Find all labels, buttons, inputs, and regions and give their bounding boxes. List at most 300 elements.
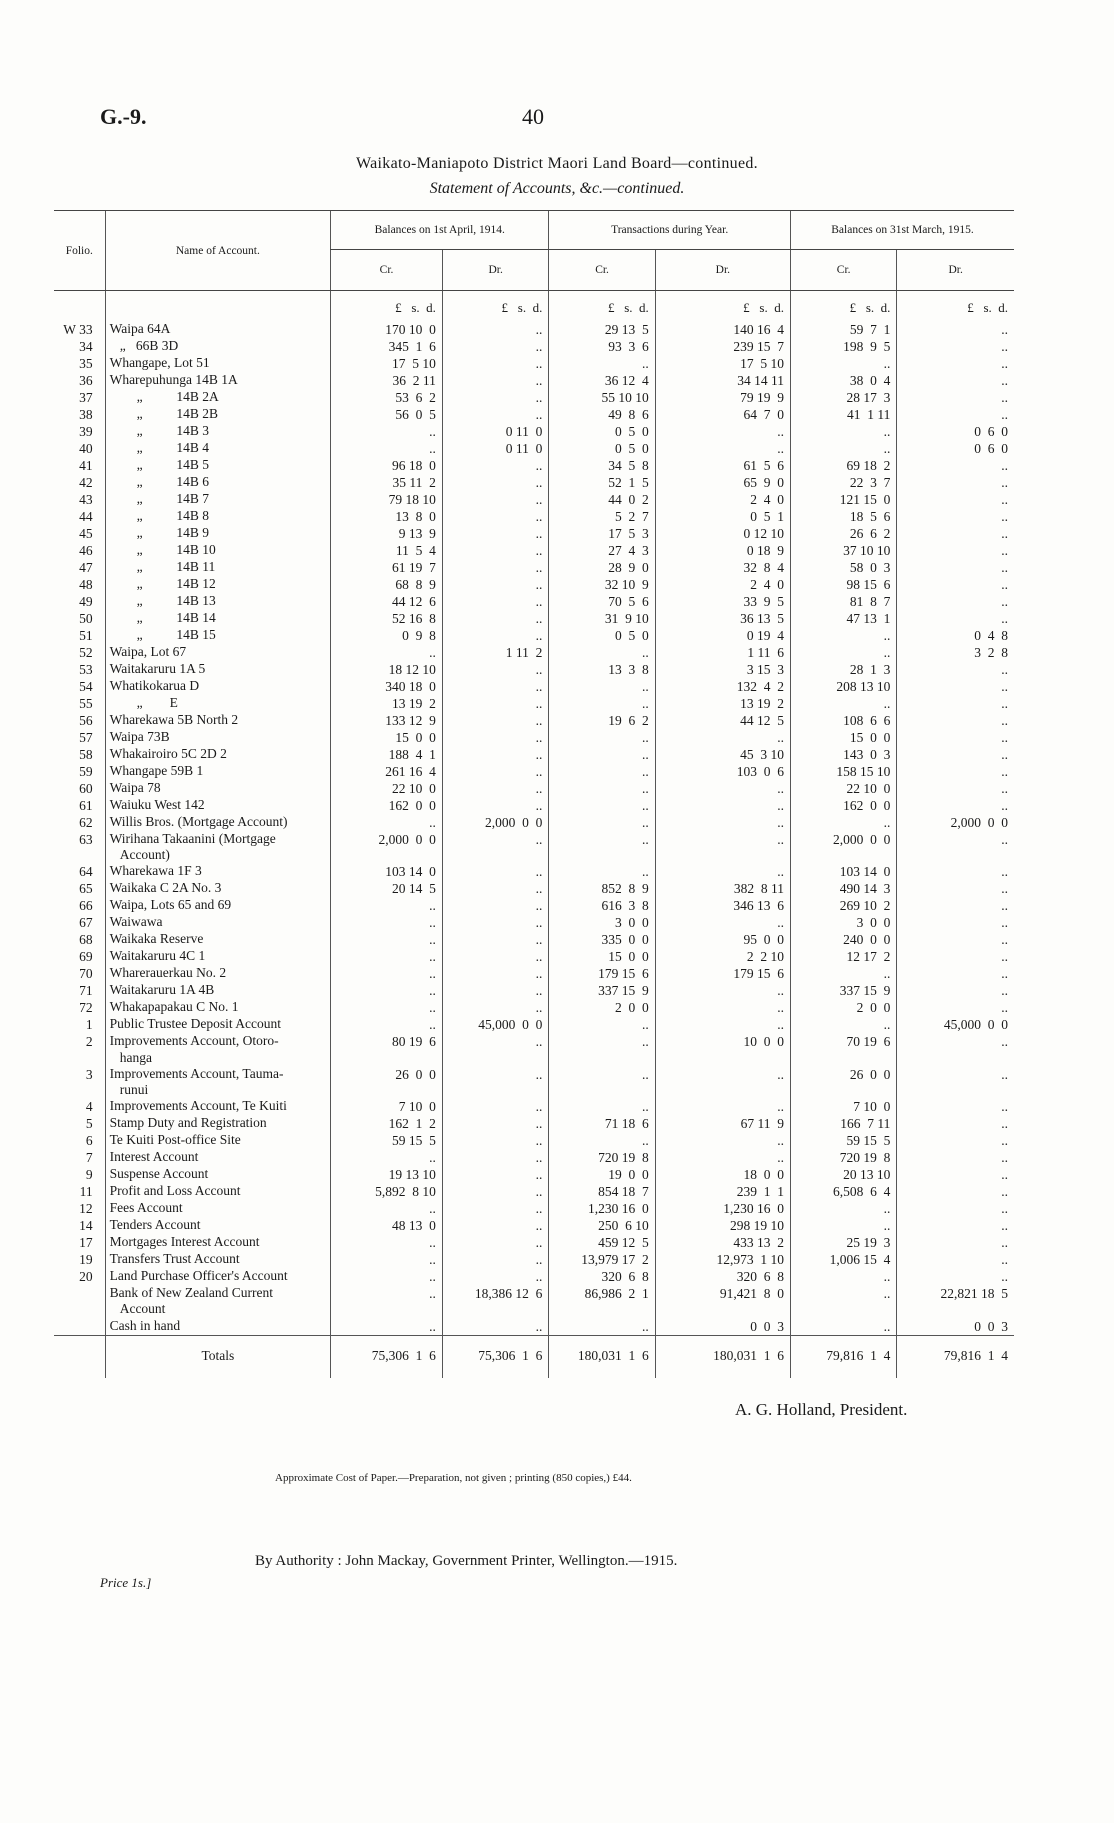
closing-dr-cell: 2,000 0 0 [897,814,1014,831]
folio-cell: 52 [79,645,93,660]
folio-cell: 46 [79,543,93,558]
closing-dr-cell: 0 6 0 [897,440,1014,457]
transactions-dr-cell: 1,230 16 0 [655,1200,790,1217]
cost-note: Approximate Cost of Paper.—Preparation, not given ; printing (850 copies,) £44. [275,1472,632,1484]
table-row [54,1066,1014,1098]
account-name-cell: Waipa 64A [105,321,331,338]
transactions-dr-cell: 0 19 4 [655,627,790,644]
closing-cr-cell: 22 10 0 [790,780,896,797]
account-name-cell: Stamp Duty and Registration [105,1115,331,1132]
table-row [54,644,1014,661]
opening-dr-cell: 2,000 0 0 [442,814,548,831]
price-note: Price 1s.] [100,1575,152,1590]
opening-dr-cell: .. [442,1234,548,1251]
opening-dr-cell: .. [442,627,548,644]
folio-cell: 66 [79,898,93,914]
transactions-cr-cell: 17 5 3 [549,525,655,542]
opening-cr-cell: 48 13 0 [331,1217,443,1234]
opening-dr-cell: .. [442,593,548,610]
folio-cell: 45 [79,526,93,541]
closing-cr-cell: 108 6 6 [790,712,896,729]
opening-cr-cell: .. [331,1234,443,1251]
opening-cr-cell: 35 11 2 [331,474,443,491]
closing-dr-cell: .. [897,863,1014,880]
folio-cell: 41 [79,458,93,473]
account-name-cell: „ 14B 2A [105,389,331,406]
folio-cell: 49 [79,594,93,609]
account-name-cell: Cash in hand [105,1318,331,1336]
folio-cell: 63 [79,832,93,847]
folio-cell: 11 [79,1184,93,1200]
folio-cell: 70 [79,966,93,982]
table-row [54,982,1014,999]
table-row [54,1217,1014,1234]
folio-cell [54,1285,105,1317]
table-row [54,610,1014,627]
closing-cr-cell: 59 15 5 [790,1132,896,1149]
opening-cr-cell: .. [331,814,443,831]
closing-dr-cell: .. [897,1149,1014,1166]
opening-cr-cell: .. [331,1318,443,1336]
table-row [54,914,1014,931]
folio-cell: 20 [79,1269,93,1285]
closing-dr-header: Dr. [897,250,1014,291]
transactions-dr-cell: 65 9 0 [655,474,790,491]
closing-dr-cell: .. [897,406,1014,423]
closing-dr-cell: .. [897,321,1014,338]
opening-cr-cell: 20 14 5 [331,880,443,897]
opening-cr-cell: .. [331,965,443,982]
opening-cr-cell: 68 8 9 [331,576,443,593]
opening-cr-cell: 345 1 6 [331,338,443,355]
transactions-dr-cell: 239 1 1 [655,1183,790,1200]
transactions-cr-cell: 2 0 0 [549,999,655,1016]
opening-dr-header: Dr. [442,250,548,291]
closing-dr-cell: .. [897,1200,1014,1217]
account-name-cell: Waiuku West 142 [105,797,331,814]
closing-cr-cell: 38 0 4 [790,372,896,389]
account-name-cell: Wharepuhunga 14B 1A [105,372,331,389]
folio-cell: 61 [79,798,93,813]
transactions-cr-cell: .. [549,678,655,695]
transactions-dr-cell: 36 13 5 [655,610,790,627]
opening-cr-header: Cr. [331,250,443,291]
transactions-cr-cell: 459 12 5 [549,1234,655,1251]
closing-dr-cell: .. [897,746,1014,763]
folio-cell: 7 [85,1150,93,1166]
opening-cr-cell: 170 10 0 [331,321,443,338]
opening-dr-cell: .. [442,491,548,508]
table-row [54,627,1014,644]
table-row [54,1033,1014,1065]
folio-cell: 2 [85,1034,93,1050]
transactions-dr-cell: 79 19 9 [655,389,790,406]
opening-cr-cell: .. [331,1268,443,1285]
transactions-cr-cell: 1,230 16 0 [549,1200,655,1217]
transactions-dr-cell: 346 13 6 [655,897,790,914]
closing-cr-cell: 121 15 0 [790,491,896,508]
transactions-cr-cell: .. [549,814,655,831]
closing-dr-cell: .. [897,525,1014,542]
closing-dr-cell: .. [897,931,1014,948]
account-name-cell: „ 14B 9 [105,525,331,542]
folio-cell: 9 [85,1167,93,1183]
transactions-cr-cell: 616 3 8 [549,897,655,914]
account-name-cell: Waitakaruru 4C 1 [105,948,331,965]
opening-dr-cell: .. [442,389,548,406]
folio-cell: 4 [85,1099,93,1115]
folio-cell: 40 [79,441,93,456]
account-name-cell: Waikaka C 2A No. 3 [105,880,331,897]
account-name-cell: Whatikokarua D [105,678,331,695]
opening-dr-cell: .. [442,880,548,897]
closing-dr-cell: .. [897,474,1014,491]
opening-cr-cell: 9 13 9 [331,525,443,542]
table-row [54,931,1014,948]
closing-dr-cell: .. [897,1115,1014,1132]
table-row [54,863,1014,880]
closing-dr-cell: .. [897,797,1014,814]
account-name-cell: Whangape 59B 1 [105,763,331,780]
transactions-cr-cell: 36 12 4 [549,372,655,389]
folio-cell: 38 [79,407,93,422]
transactions-cr-cell: .. [549,729,655,746]
table-row [54,1285,1014,1317]
closing-dr-cell: .. [897,695,1014,712]
opening-dr-cell: .. [442,576,548,593]
table-row [54,355,1014,372]
closing-dr-cell: .. [897,1183,1014,1200]
opening-dr-cell: 1 11 2 [442,644,548,661]
opening-cr-cell: .. [331,1285,443,1317]
transactions-dr-cell: 320 6 8 [655,1268,790,1285]
table-row [54,389,1014,406]
opening-dr-cell: .. [442,729,548,746]
table-row [54,525,1014,542]
closing-dr-cell: .. [897,593,1014,610]
closing-dr-cell: 0 6 0 [897,423,1014,440]
transactions-dr-cell: 17 5 10 [655,355,790,372]
transactions-cr-cell: 27 4 3 [549,542,655,559]
account-name-cell: „ 14B 3 [105,423,331,440]
closing-cr-cell: 208 13 10 [790,678,896,695]
opening-dr-cell: .. [442,948,548,965]
transactions-cr-cell: 29 13 5 [549,321,655,338]
opening-cr-cell: .. [331,1251,443,1268]
opening-cr-cell: 17 5 10 [331,355,443,372]
table-row [54,1149,1014,1166]
folio-cell: 48 [79,577,93,592]
closing-dr-cell: .. [897,1234,1014,1251]
transactions-header: Transactions during Year. [549,211,791,250]
closing-dr-cell: .. [897,678,1014,695]
transactions-dr-cell: .. [655,797,790,814]
closing-cr-cell: .. [790,355,896,372]
opening-dr-cell: .. [442,457,548,474]
transactions-cr-cell: .. [549,1318,655,1336]
opening-dr-cell: .. [442,999,548,1016]
opening-dr-cell: .. [442,1149,548,1166]
opening-dr-cell: 0 11 0 [442,423,548,440]
closing-dr-cell: 45,000 0 0 [897,1016,1014,1033]
folio-cell: 19 [79,1252,93,1268]
table-row [54,576,1014,593]
opening-cr-cell: 44 12 6 [331,593,443,610]
closing-dr-cell: .. [897,712,1014,729]
closing-dr-cell: .. [897,948,1014,965]
total-opening-cr: 75,306 1 6 [331,1335,443,1378]
closing-dr-cell: .. [897,389,1014,406]
account-name-cell: Mortgages Interest Account [105,1234,331,1251]
table-row [54,814,1014,831]
accounts-table-body [54,291,1014,1336]
closing-dr-cell: .. [897,1217,1014,1234]
transactions-cr-cell: 5 2 7 [549,508,655,525]
folio-cell: 12 [79,1201,93,1217]
transactions-cr-cell: .. [549,1016,655,1033]
transactions-cr-cell: 13,979 17 2 [549,1251,655,1268]
account-name-cell: Te Kuiti Post-office Site [105,1132,331,1149]
opening-dr-cell: .. [442,965,548,982]
opening-dr-cell: .. [442,508,548,525]
closing-cr-cell: 6,508 6 4 [790,1183,896,1200]
closing-cr-cell: 81 8 7 [790,593,896,610]
folio-cell: 58 [79,747,93,762]
account-name-cell: Whangape, Lot 51 [105,355,331,372]
closing-cr-cell: 20 13 10 [790,1166,896,1183]
opening-dr-cell: .. [442,338,548,355]
transactions-cr-header: Cr. [549,250,655,291]
opening-dr-cell: .. [442,914,548,931]
transactions-cr-cell: 32 10 9 [549,576,655,593]
transactions-dr-cell: 2 2 10 [655,948,790,965]
transactions-cr-cell: .. [549,746,655,763]
transactions-cr-cell: 335 0 0 [549,931,655,948]
opening-cr-cell: 13 8 0 [331,508,443,525]
transactions-dr-cell: 91,421 8 0 [655,1285,790,1317]
transactions-dr-cell: 103 0 6 [655,763,790,780]
transactions-dr-cell: 140 16 4 [655,321,790,338]
closing-dr-cell: .. [897,661,1014,678]
closing-cr-cell: 1,006 15 4 [790,1251,896,1268]
account-name-cell: „ 14B 4 [105,440,331,457]
transactions-dr-cell: 3 15 3 [655,661,790,678]
opening-dr-cell: .. [442,863,548,880]
folio-cell: 44 [79,509,93,524]
closing-cr-cell: 143 0 3 [790,746,896,763]
opening-cr-cell: .. [331,423,443,440]
opening-cr-cell: 0 9 8 [331,627,443,644]
opening-dr-cell: .. [442,1166,548,1183]
closing-dr-cell: .. [897,729,1014,746]
account-name-cell: „ 14B 6 [105,474,331,491]
account-name-cell: Public Trustee Deposit Account [105,1016,331,1033]
transactions-dr-cell: 2 4 0 [655,491,790,508]
account-name-cell: Willis Bros. (Mortgage Account) [105,814,331,831]
opening-dr-cell: .. [442,406,548,423]
transactions-dr-cell: .. [655,814,790,831]
closing-cr-cell: 26 0 0 [790,1066,896,1098]
opening-dr-cell: .. [442,763,548,780]
transactions-cr-cell: 52 1 5 [549,474,655,491]
printer-authority: By Authority : John Mackay, Government Printer, Wellington.—1915. [255,1553,678,1569]
opening-cr-cell: 96 18 0 [331,457,443,474]
table-row [54,440,1014,457]
opening-dr-cell: .. [442,1066,548,1098]
transactions-cr-cell: 71 18 6 [549,1115,655,1132]
closing-cr-cell: 240 0 0 [790,931,896,948]
opening-cr-cell: .. [331,1200,443,1217]
closing-cr-cell: .. [790,965,896,982]
closing-dr-cell: .. [897,897,1014,914]
opening-cr-cell: .. [331,931,443,948]
transactions-dr-cell: .. [655,729,790,746]
transactions-dr-cell: .. [655,914,790,931]
folio-cell: 35 [79,356,93,371]
opening-cr-cell: 2,000 0 0 [331,831,443,863]
transactions-dr-cell: 12,973 1 10 [655,1251,790,1268]
closing-cr-cell: .. [790,440,896,457]
units-label: £ s. d. [331,291,443,322]
opening-dr-cell: .. [442,678,548,695]
transactions-dr-cell: .. [655,999,790,1016]
closing-cr-cell: 12 17 2 [790,948,896,965]
opening-dr-cell: 18,386 12 6 [442,1285,548,1317]
opening-dr-cell: .. [442,1132,548,1149]
transactions-cr-cell: 13 3 8 [549,661,655,678]
transactions-dr-cell: .. [655,831,790,863]
account-name-cell: Wirihana Takaanini (Mortgage Account) [105,831,331,863]
units-label: £ s. d. [790,291,896,322]
folio-cell: 62 [79,815,93,830]
account-name-cell: Waikaka Reserve [105,931,331,948]
transactions-dr-cell: 0 12 10 [655,525,790,542]
account-name-cell: „ 14B 15 [105,627,331,644]
transactions-cr-cell: 31 9 10 [549,610,655,627]
closing-dr-cell: .. [897,1268,1014,1285]
units-label: £ s. d. [442,291,548,322]
closing-cr-cell: 41 1 11 [790,406,896,423]
opening-cr-cell: 22 10 0 [331,780,443,797]
folio-cell: 1 [85,1017,93,1033]
transactions-cr-cell: 44 0 2 [549,491,655,508]
closing-balances-header: Balances on 31st March, 1915. [790,211,1014,250]
transactions-dr-cell: 0 0 3 [655,1318,790,1336]
transactions-cr-cell: .. [549,1132,655,1149]
table-row [54,965,1014,982]
opening-cr-cell: .. [331,999,443,1016]
closing-cr-cell: 47 13 1 [790,610,896,627]
account-name-cell: Land Purchase Officer's Account [105,1268,331,1285]
opening-cr-cell: 103 14 0 [331,863,443,880]
opening-cr-cell: 7 10 0 [331,1098,443,1115]
folio-cell: 68 [79,932,93,948]
closing-cr-cell: 269 10 2 [790,897,896,914]
transactions-cr-cell: 179 15 6 [549,965,655,982]
table-row [54,746,1014,763]
account-name-cell: Waiwawa [105,914,331,931]
account-name-cell: „ 66B 3D [105,338,331,355]
table-row [54,1268,1014,1285]
transactions-cr-cell: .. [549,763,655,780]
table-row [54,678,1014,695]
account-name-cell: Improvements Account, Otoro- hanga [105,1033,331,1065]
closing-dr-cell: .. [897,831,1014,863]
opening-dr-cell: 0 11 0 [442,440,548,457]
account-name-cell: Wharekawa 5B North 2 [105,712,331,729]
table-row [54,338,1014,355]
table-row [54,1132,1014,1149]
closing-cr-cell: .. [790,644,896,661]
units-row [54,291,1014,322]
account-name-header: Name of Account. [105,211,331,291]
folio-cell: 56 [79,713,93,728]
transactions-dr-cell: 1 11 6 [655,644,790,661]
account-name-cell: Profit and Loss Account [105,1183,331,1200]
closing-cr-header: Cr. [790,250,896,291]
opening-dr-cell: .. [442,712,548,729]
opening-dr-cell: .. [442,1183,548,1200]
transactions-cr-cell: 0 5 0 [549,423,655,440]
transactions-dr-cell: 32 8 4 [655,559,790,576]
closing-cr-cell: .. [790,1285,896,1317]
transactions-cr-cell: .. [549,1066,655,1098]
closing-cr-cell: 26 6 2 [790,525,896,542]
table-row [54,695,1014,712]
closing-dr-cell: .. [897,1251,1014,1268]
document-reference: G.-9. [100,104,147,129]
folio-cell: 60 [79,781,93,796]
transactions-dr-cell: 33 9 5 [655,593,790,610]
table-row [54,1016,1014,1033]
opening-dr-cell: .. [442,355,548,372]
closing-cr-cell: 98 15 6 [790,576,896,593]
opening-dr-cell: .. [442,321,548,338]
opening-dr-cell: .. [442,1033,548,1065]
folio-cell: 51 [79,628,93,643]
transactions-dr-header: Dr. [655,250,790,291]
opening-cr-cell: .. [331,1149,443,1166]
closing-cr-cell: 158 15 10 [790,763,896,780]
closing-dr-cell: .. [897,982,1014,999]
transactions-cr-cell: 15 0 0 [549,948,655,965]
opening-dr-cell: .. [442,1268,548,1285]
table-row [54,897,1014,914]
opening-cr-cell: .. [331,440,443,457]
closing-cr-cell: 70 19 6 [790,1033,896,1065]
opening-cr-cell: 19 13 10 [331,1166,443,1183]
page-number: 40 [522,104,544,129]
closing-dr-cell: .. [897,1066,1014,1098]
folio-header: Folio. [54,211,105,291]
opening-balances-header: Balances on 1st April, 1914. [331,211,549,250]
opening-cr-cell: 61 19 7 [331,559,443,576]
closing-dr-cell: .. [897,372,1014,389]
folio-cell: 39 [79,424,93,439]
table-row [54,880,1014,897]
table-row [54,423,1014,440]
transactions-dr-cell: 10 0 0 [655,1033,790,1065]
transactions-cr-cell: .. [549,863,655,880]
opening-dr-cell: .. [442,1251,548,1268]
account-name-cell: „ 14B 10 [105,542,331,559]
closing-dr-cell: .. [897,763,1014,780]
opening-cr-cell: 162 1 2 [331,1115,443,1132]
table-row [54,948,1014,965]
account-name-cell: „ E [105,695,331,712]
closing-dr-cell: .. [897,508,1014,525]
transactions-dr-cell: 298 19 10 [655,1217,790,1234]
